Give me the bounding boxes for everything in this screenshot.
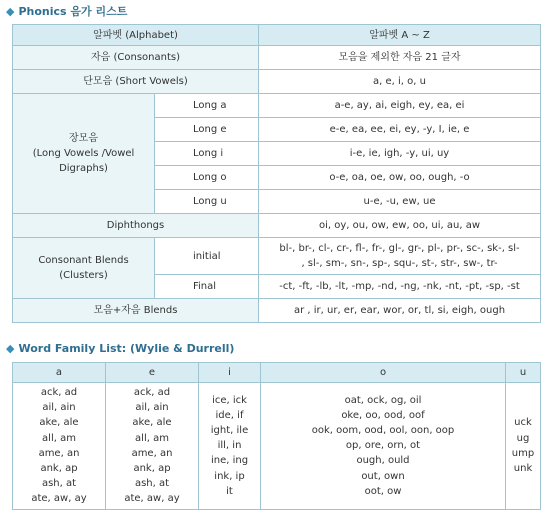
long-vowels-label-en: (Long Vowels /Vowel Digraphs) (32, 147, 135, 175)
consonant-blends-label-1: Consonant Blends (38, 254, 129, 266)
word-family-column-a (13, 383, 106, 510)
initial-label: initial (155, 238, 259, 275)
consonants-row (13, 46, 541, 70)
column-header-u: u (506, 363, 541, 383)
word-family-entry: ame, an (131, 447, 173, 459)
word-family-entry: ack, ad (40, 387, 78, 398)
word-family-entry: all, am (135, 432, 169, 444)
long-a-value: a-e, ay, ai, eigh, ey, ea, ei (259, 94, 541, 118)
word-family-entry: ink, ip (214, 470, 245, 482)
long-o-label: Long o (155, 166, 259, 190)
word-family-entry: ack, ad (133, 387, 171, 398)
initial-value-line2: , sl-, sm-, sn-, sp-, squ-, st-, str-, sw-, tr- (301, 258, 498, 269)
word-family-column-o (261, 383, 506, 510)
final-label: Final (155, 275, 259, 299)
blends-initial-row (13, 238, 541, 275)
long-i-label: Long i (155, 142, 259, 166)
word-family-entry: oke, oo, ood, oof (341, 409, 425, 421)
column-header-o: o (261, 363, 506, 383)
word-family-entry: ough, ould (356, 455, 410, 467)
word-family-column-i (199, 383, 261, 510)
consonants-value: 모음을 제외한 자음 21 글자 (259, 46, 541, 70)
vowel-consonant-blends-row (13, 299, 541, 323)
short-vowels-label: 단모음 (Short Vowels) (13, 70, 259, 94)
word-family-entry: ake, ale (39, 417, 79, 429)
column-header-i: i (199, 363, 261, 383)
word-family-table (12, 362, 541, 510)
long-o-value: o-e, oa, oe, ow, oo, ough, -o (259, 166, 541, 190)
consonant-blends-label (13, 238, 155, 299)
diphthongs-value: oi, oy, ou, ow, ew, oo, ui, au, aw (259, 214, 541, 238)
phonics-header-row (13, 25, 541, 46)
word-family-entry: oat, ock, og, oil (344, 394, 422, 406)
header-alphabet-range: 알파벳 A ~ Z (259, 25, 541, 46)
phonics-section-title (6, 4, 127, 18)
final-value: -ct, -ft, -lb, -lt, -mp, -nd, -ng, -nk, -nt, -pt, -sp, -st (259, 275, 541, 299)
header-alphabet: 알파벳 (Alphabet) (13, 25, 259, 46)
word-family-entry: ate, aw, ay (31, 493, 87, 505)
word-family-entry: all, am (42, 432, 76, 444)
column-header-e: e (106, 363, 199, 383)
initial-value (259, 238, 541, 275)
diamond-bullet-icon: ◆ (6, 341, 15, 355)
word-family-entry: ight, ile (210, 425, 249, 436)
diphthongs-row (13, 214, 541, 238)
word-family-entry: ail, ain (42, 402, 76, 414)
word-family-title-text: Word Family List: (Wylie & Durrell) (18, 341, 235, 355)
word-family-entry: ate, aw, ay (124, 493, 180, 505)
word-family-entry: ash, at (134, 478, 170, 490)
long-vowel-row (13, 94, 541, 118)
consonants-label: 자음 (Consonants) (13, 46, 259, 70)
phonics-title-text: Phonics 음가 리스트 (18, 5, 128, 18)
word-family-entry: out, own (361, 470, 405, 482)
word-family-entry: ail, ain (135, 402, 169, 414)
short-vowels-value: a, e, i, o, u (259, 70, 541, 94)
word-family-entry: ook, oom, ood, ool, oon, oop (311, 425, 455, 436)
word-family-column-e (106, 383, 199, 510)
word-family-entry: ank, ap (133, 463, 171, 475)
phonics-table (12, 24, 541, 323)
long-e-label: Long e (155, 118, 259, 142)
word-family-entry: uck (514, 417, 532, 429)
word-family-entry: ide, if (215, 409, 244, 421)
word-family-entry: unk (513, 463, 533, 475)
word-family-entry: op, ore, orn, ot (345, 440, 421, 452)
word-family-entry: oot, ow (364, 485, 402, 497)
word-family-entry: ill, in (217, 440, 242, 452)
word-family-entry: ice, ick (212, 394, 247, 406)
long-u-label: Long u (155, 190, 259, 214)
word-family-entry: ank, ap (40, 463, 78, 475)
consonant-blends-label-2: (Clusters) (59, 270, 108, 281)
word-family-entry: it (226, 485, 233, 497)
long-vowels-label (13, 94, 155, 214)
long-i-value: i-e, ie, igh, -y, ui, uy (259, 142, 541, 166)
word-family-entry: ine, ing (210, 455, 249, 467)
diamond-bullet-icon: ◆ (6, 4, 15, 18)
word-family-entry: ame, an (38, 447, 80, 459)
initial-value-line1: bl-, br-, cl-, cr-, fl-, fr-, gl-, gr-, pl-, pr-, sc-, sk-, sl- (279, 242, 520, 254)
long-vowels-label-ko: 장모음 (69, 132, 98, 144)
word-family-entry: ash, at (41, 478, 77, 490)
word-family-body-row (13, 383, 541, 510)
diphthongs-label: Diphthongs (13, 214, 259, 238)
long-u-value: u-e, -u, ew, ue (259, 190, 541, 214)
long-a-label: Long a (155, 94, 259, 118)
column-header-a: a (13, 363, 106, 383)
word-family-entry: ump (511, 447, 535, 459)
word-family-section-title (6, 341, 234, 355)
word-family-column-u (506, 383, 541, 510)
word-family-entry: ake, ale (132, 417, 172, 429)
vowel-consonant-blends-value: ar , ir, ur, er, ear, wor, or, tl, si, eigh, ough (259, 299, 541, 323)
vowel-consonant-blends-label: 모음+자음 Blends (13, 299, 259, 323)
word-family-header-row (13, 363, 541, 383)
short-vowels-row (13, 70, 541, 94)
long-e-value: e-e, ea, ee, ei, ey, -y, I, ie, e (259, 118, 541, 142)
word-family-entry: ug (516, 432, 530, 444)
